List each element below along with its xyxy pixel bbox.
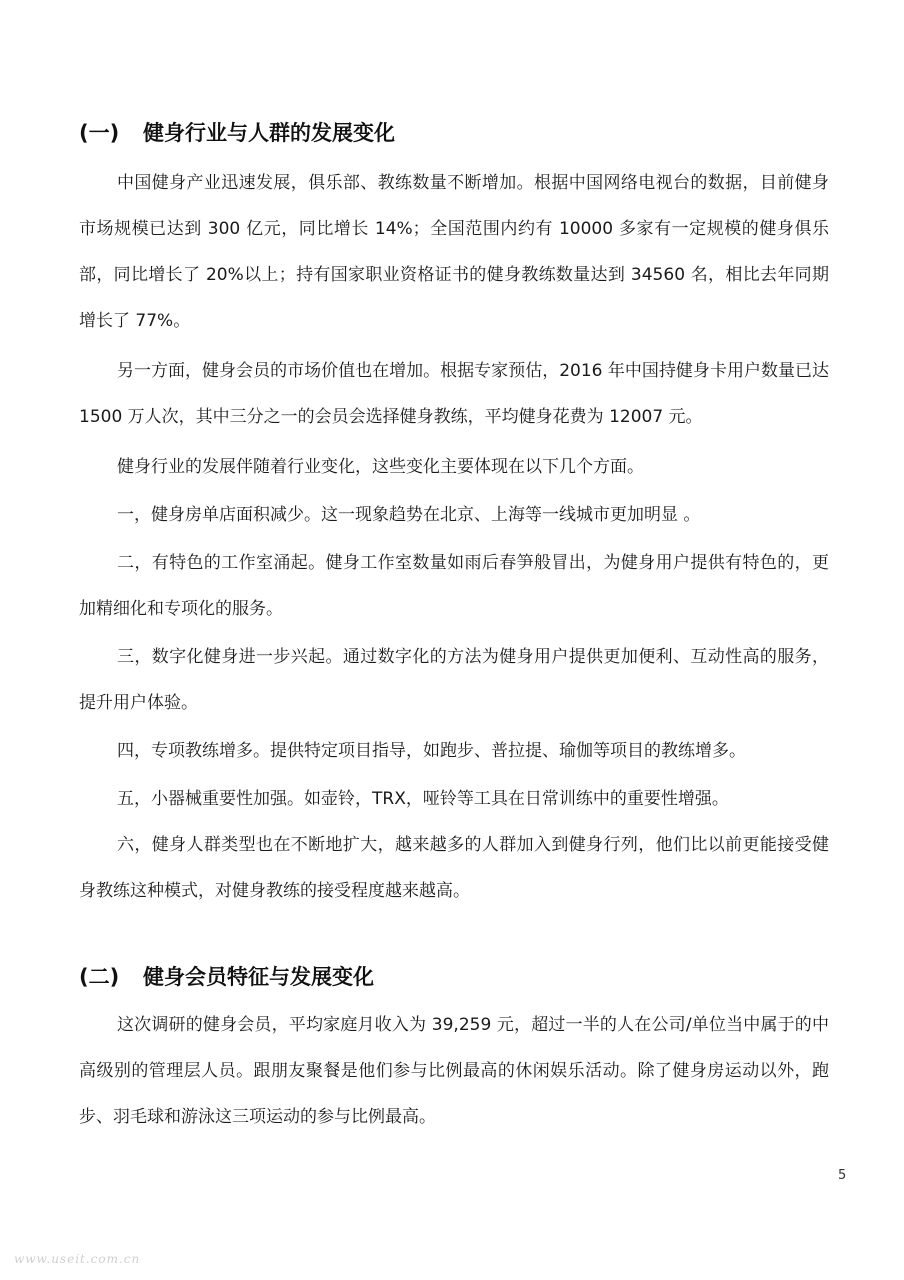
paragraph: 五，小器械重要性加强。如壶铃，TRX，哑铃等工具在日常训练中的重要性增强。 (117, 789, 729, 809)
section-1-number: (一) (79, 121, 120, 145)
section-2-heading (79, 962, 374, 992)
paragraph: 六，健身人群类型也在不断地扩大，越来越多的人群加入到健身行列，他们比以前更能接受健身教练这种模式，对健身教练的接受程度越来越高。 (79, 835, 829, 901)
paragraph: 一，健身房单店面积减少。这一现象趋势在北京、上海等一线城市更加明显 。 (117, 505, 701, 525)
section-2-number: (二) (79, 965, 120, 989)
paragraph: 中国健身产业迅速发展，俱乐部、教练数量不断增加。根据中国网络电视台的数据，目前健身市场规模已达到 300 亿元，同比增长 14%；全国范围内约有 10000 多家有一定规模的健身俱乐部，同比增长了 20%以上；持有国家职业资格证书的健身教练数量达到 34560 名，相比去年同期增长了 77%。 (79, 173, 829, 331)
paragraph: 四，专项教练增多。提供特定项目指导，如跑步、普拉提、瑜伽等项目的教练增多。 (117, 741, 746, 761)
paragraph: 另一方面，健身会员的市场价值也在增加。根据专家预估，2016 年中国持健身卡用户数量已达 1500 万人次，其中三分之一的会员会选择健身教练，平均健身花费为 12007 元。 (79, 361, 829, 427)
section-1-heading (79, 118, 395, 148)
paragraph: 二，有特色的工作室涌起。健身工作室数量如雨后春笋般冒出，为健身用户提供有特色的，更加精细化和专项化的服务。 (79, 553, 829, 619)
section-2-title: 健身会员特征与发展变化 (143, 965, 374, 989)
section-1-title: 健身行业与人群的发展变化 (143, 121, 395, 145)
paragraph: 这次调研的健身会员，平均家庭月收入为 39,259 元，超过一半的人在公司/单位当中属于的中高级别的管理层人员。跟朋友聚餐是他们参与比例最高的休闲娱乐活动。除了健身房运动以外，跑步、羽毛球和游泳这三项运动的参与比例最高。 (79, 1015, 829, 1127)
watermark: www.useit.com.cn (14, 1252, 141, 1266)
paragraph: 健身行业的发展伴随着行业变化，这些变化主要体现在以下几个方面。 (117, 457, 644, 477)
page-number: 5 (838, 1168, 847, 1183)
paragraph: 三，数字化健身进一步兴起。通过数字化的方法为健身用户提供更加便利、互动性高的服务，提升用户体验。 (79, 647, 829, 713)
